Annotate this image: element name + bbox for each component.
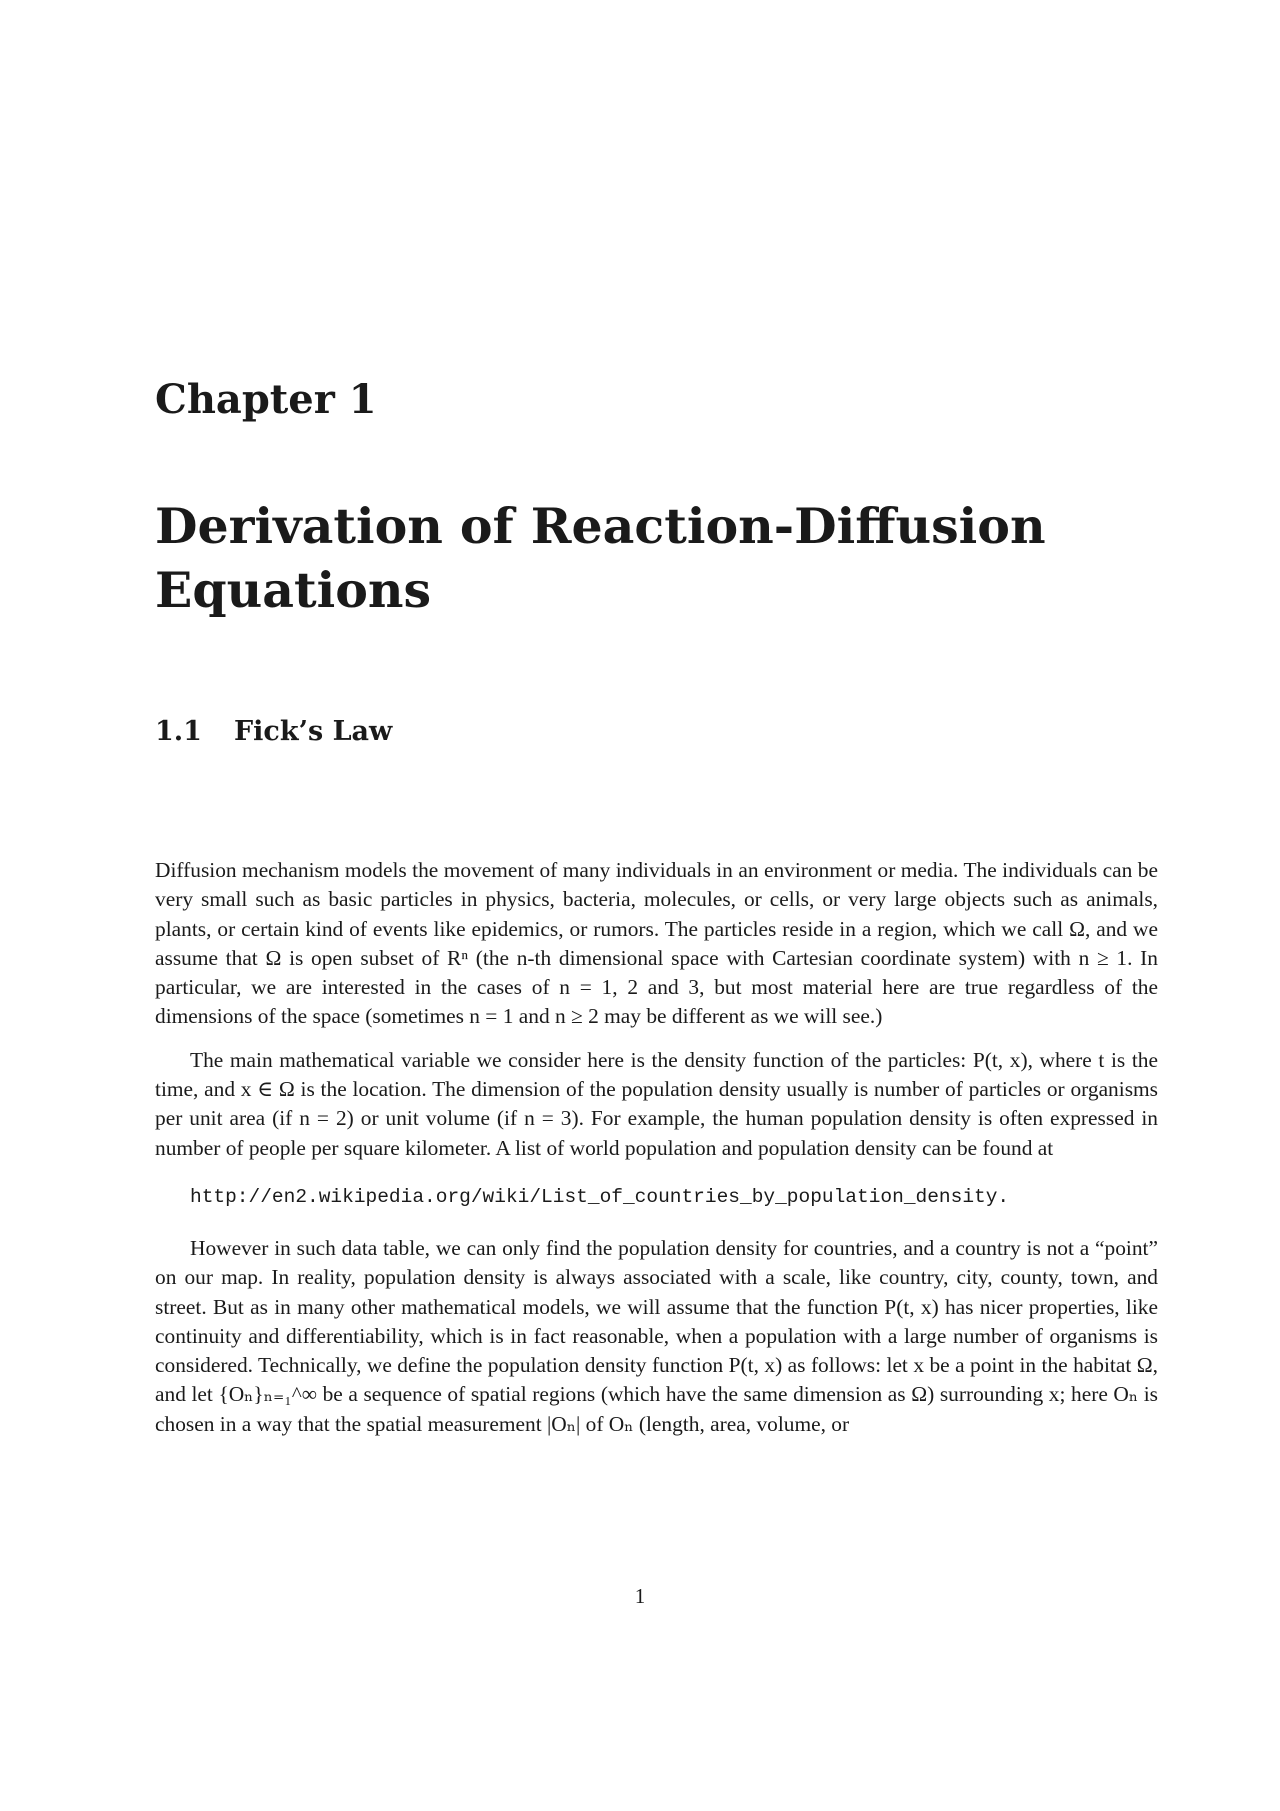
paragraph-3: However in such data table, we can only find the population density for countries, and a country is not a “point” on our map. In reality, population density is always associated with a scale, like country, city, county, town, and street. But as in many other mathematical models, we will assume that the function P(t, x) has nicer properties, like continuity and differentiability, which is in fact reasonable, when a population with a large number of organisms is considered. Technically, we define the population density function P(t, x) as follows: let x be a point in the habitat Ω, and let {Oₙ}ₙ₌₁^∞ be a sequence of spatial regions (which have the same dimension as Ω) surrounding x; here Oₙ is chosen in a way that the spatial measurement |Oₙ| of Oₙ (length, area, volume, or xyxy=(155,1235,1158,1436)
chapter-title: Derivation of Reaction-Diffusion Equations xyxy=(155,497,1046,619)
section-number: 1.1 xyxy=(155,716,202,747)
chapter-label: Chapter 1 xyxy=(155,376,377,423)
section-title: Fick’s Law xyxy=(234,716,393,747)
url-link[interactable]: http://en2.wikipedia.org/wiki/List_of_countries_by_population_density. xyxy=(190,1185,1010,1208)
paragraph-1: Diffusion mechanism models the movement of many individuals in an environment or media. The individuals can be very small such as basic particles in physics, bacteria, molecules, or cells, or very large objects such as animals, plants, or certain kind of events like epidemics, or rumors. The particles reside in a region, which we call Ω, and we assume that Ω is open subset of Rⁿ (the n-th dimensional space with Cartesian coordinate system) with n ≥ 1. In particular, we are interested in the cases of n = 1, 2 and 3, but most material here are true regardless of the dimensions of the space (sometimes n = 1 and n ≥ 2 may be different as we will see.) xyxy=(155,858,1158,1029)
page-number: 1 xyxy=(634,1584,646,1608)
section-heading xyxy=(155,718,392,745)
body-text xyxy=(155,856,1158,1439)
paragraph-2: The main mathematical variable we consider here is the density function of the particles: P(t, x), where t is the time, and x ∈ Ω is the location. The dimension of the population density usually is number of particles or organisms per unit area (if n = 2) or unit volume (if n = 3). For example, the human population density is often expressed in number of people per square kilometer. A list of world population and population density can be found at xyxy=(155,1047,1158,1160)
